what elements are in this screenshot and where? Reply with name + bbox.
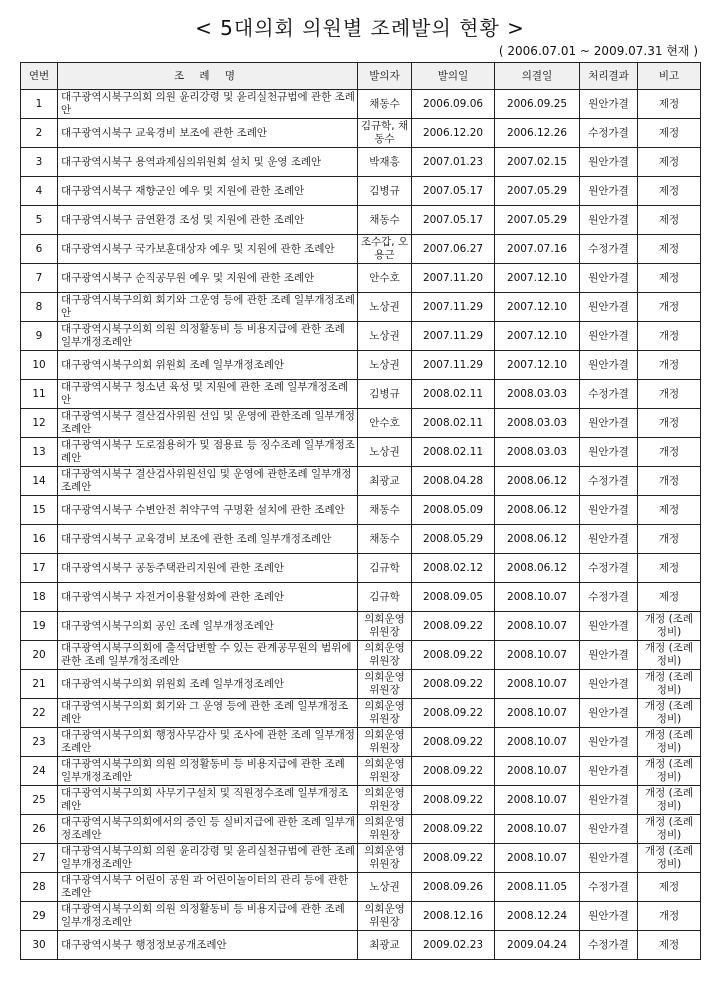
row-number-cell: 15 bbox=[21, 496, 58, 525]
resolved-date-cell: 2007.12.10 bbox=[495, 351, 580, 380]
proposer-cell: 의회운영위원장 bbox=[358, 902, 412, 931]
proposed-date-cell: 2008.02.12 bbox=[412, 554, 495, 583]
row-number-cell: 2 bbox=[21, 119, 58, 148]
proposed-date-cell: 2009.02.23 bbox=[412, 931, 495, 960]
row-number-cell: 9 bbox=[21, 322, 58, 351]
table-header-row bbox=[21, 63, 701, 90]
resolved-date-cell: 2009.04.24 bbox=[495, 931, 580, 960]
ordinance-name-cell: 대구광역시북구 국가보훈대상자 예우 및 지원에 관한 조례안 bbox=[58, 235, 358, 264]
row-number-cell: 17 bbox=[21, 554, 58, 583]
table-row bbox=[21, 177, 701, 206]
row-number-cell: 22 bbox=[21, 699, 58, 728]
result-cell: 수정가결 bbox=[580, 467, 638, 496]
table-row bbox=[21, 902, 701, 931]
row-number-cell: 24 bbox=[21, 757, 58, 786]
row-number-cell: 29 bbox=[21, 902, 58, 931]
proposed-date-cell: 2008.09.26 bbox=[412, 873, 495, 902]
note-cell: 제정 bbox=[638, 206, 701, 235]
row-number-cell: 6 bbox=[21, 235, 58, 264]
proposed-date-cell: 2006.09.06 bbox=[412, 90, 495, 119]
proposer-cell: 채동수 bbox=[358, 525, 412, 554]
row-number-cell: 5 bbox=[21, 206, 58, 235]
row-number-cell: 27 bbox=[21, 844, 58, 873]
note-cell: 제정 bbox=[638, 554, 701, 583]
proposed-date-cell: 2006.12.20 bbox=[412, 119, 495, 148]
resolved-date-cell: 2008.03.03 bbox=[495, 438, 580, 467]
ordinance-name-cell: 대구광역시북구 도로점용허가 및 점용료 등 징수조례 일부개정조례안 bbox=[58, 438, 358, 467]
resolved-date-cell: 2008.11.05 bbox=[495, 873, 580, 902]
result-cell: 원안가결 bbox=[580, 206, 638, 235]
row-number-cell: 3 bbox=[21, 148, 58, 177]
proposed-date-cell: 2008.02.11 bbox=[412, 438, 495, 467]
table-row bbox=[21, 119, 701, 148]
resolved-date-cell: 2008.10.07 bbox=[495, 728, 580, 757]
proposer-cell: 의회운영위원장 bbox=[358, 844, 412, 873]
proposer-cell: 의회운영위원장 bbox=[358, 757, 412, 786]
resolved-date-cell: 2008.06.12 bbox=[495, 496, 580, 525]
table-row bbox=[21, 815, 701, 844]
ordinance-name-cell: 대구광역시북구의회 행정사무감사 및 조사에 관한 조례 일부개정조례안 bbox=[58, 728, 358, 757]
resolved-date-cell: 2008.06.12 bbox=[495, 525, 580, 554]
note-cell: 개정 bbox=[638, 902, 701, 931]
note-cell: 개정 (조례정비) bbox=[638, 815, 701, 844]
resolved-date-cell: 2006.12.26 bbox=[495, 119, 580, 148]
header-resolved-date: 의결일 bbox=[495, 63, 580, 90]
proposed-date-cell: 2008.05.29 bbox=[412, 525, 495, 554]
proposer-cell: 최광교 bbox=[358, 931, 412, 960]
header-note: 비고 bbox=[638, 63, 701, 90]
row-number-cell: 28 bbox=[21, 873, 58, 902]
proposer-cell: 의회운영위원장 bbox=[358, 786, 412, 815]
proposed-date-cell: 2008.02.11 bbox=[412, 409, 495, 438]
note-cell: 개정 (조례정비) bbox=[638, 641, 701, 670]
as-of-date-range: ( 2006.07.01 ~ 2009.07.31 현재 ) bbox=[498, 44, 698, 58]
row-number-cell: 13 bbox=[21, 438, 58, 467]
resolved-date-cell: 2008.10.07 bbox=[495, 641, 580, 670]
proposed-date-cell: 2008.09.22 bbox=[412, 786, 495, 815]
ordinance-name-cell: 대구광역시북구의회 회기와 그운영 등에 관한 조례 일부개정조례안 bbox=[58, 293, 358, 322]
proposed-date-cell: 2008.09.22 bbox=[412, 728, 495, 757]
resolved-date-cell: 2008.10.07 bbox=[495, 786, 580, 815]
table-row bbox=[21, 264, 701, 293]
result-cell: 수정가결 bbox=[580, 380, 638, 409]
resolved-date-cell: 2008.10.07 bbox=[495, 699, 580, 728]
proposed-date-cell: 2008.09.22 bbox=[412, 844, 495, 873]
note-cell: 개정 (조례정비) bbox=[638, 699, 701, 728]
header-no: 연번 bbox=[21, 63, 58, 90]
result-cell: 원안가결 bbox=[580, 902, 638, 931]
ordinance-name-cell: 대구광역시북구의회 의원 의정활동비 등 비용지급에 관한 조례 일부개정조례안 bbox=[58, 322, 358, 351]
proposed-date-cell: 2007.01.23 bbox=[412, 148, 495, 177]
proposer-cell: 의회운영위원장 bbox=[358, 670, 412, 699]
proposer-cell: 안수호 bbox=[358, 264, 412, 293]
resolved-date-cell: 2006.09.25 bbox=[495, 90, 580, 119]
ordinance-name-cell: 대구광역시북구의회 의원 의정활동비 등 비용지급에 관한 조례 일부개정조례안 bbox=[58, 757, 358, 786]
resolved-date-cell: 2008.03.03 bbox=[495, 409, 580, 438]
note-cell: 개정 bbox=[638, 293, 701, 322]
proposed-date-cell: 2008.09.22 bbox=[412, 757, 495, 786]
resolved-date-cell: 2008.10.07 bbox=[495, 815, 580, 844]
ordinance-name-cell: 대구광역시북구의회 의원 윤리강령 및 윤리실천규범에 관한 조례안 bbox=[58, 90, 358, 119]
header-ordinance-name: 조 례 명 bbox=[58, 63, 358, 90]
ordinance-name-cell: 대구광역시북구의회 의원 의정활동비 등 비용지급에 관한 조례 일부개정조례안 bbox=[58, 902, 358, 931]
proposer-cell: 김규학 bbox=[358, 583, 412, 612]
table-body bbox=[21, 90, 701, 960]
proposer-cell: 박재흥 bbox=[358, 148, 412, 177]
ordinance-name-cell: 대구광역시북구 용역과제심의위원회 설치 및 운영 조례안 bbox=[58, 148, 358, 177]
row-number-cell: 7 bbox=[21, 264, 58, 293]
table-row bbox=[21, 351, 701, 380]
ordinance-name-cell: 대구광역시북구의회 위원회 조례 일부개정조례안 bbox=[58, 351, 358, 380]
ordinance-name-cell: 대구광역시북구 공동주택관리지원에 관한 조례안 bbox=[58, 554, 358, 583]
result-cell: 원안가결 bbox=[580, 699, 638, 728]
ordinance-name-cell: 대구광역시북구 금연환경 조성 및 지원에 관한 조례안 bbox=[58, 206, 358, 235]
resolved-date-cell: 2007.02.15 bbox=[495, 148, 580, 177]
proposer-cell: 의회운영위원장 bbox=[358, 641, 412, 670]
result-cell: 원안가결 bbox=[580, 148, 638, 177]
row-number-cell: 8 bbox=[21, 293, 58, 322]
resolved-date-cell: 2008.10.07 bbox=[495, 757, 580, 786]
table-row bbox=[21, 206, 701, 235]
proposer-cell: 노상권 bbox=[358, 351, 412, 380]
result-cell: 수정가결 bbox=[580, 119, 638, 148]
proposer-cell: 노상권 bbox=[358, 873, 412, 902]
row-number-cell: 14 bbox=[21, 467, 58, 496]
table-row bbox=[21, 525, 701, 554]
resolved-date-cell: 2007.12.10 bbox=[495, 293, 580, 322]
proposer-cell: 최광교 bbox=[358, 467, 412, 496]
proposer-cell: 노상권 bbox=[358, 293, 412, 322]
proposer-cell: 의회운영위원장 bbox=[358, 728, 412, 757]
note-cell: 제정 bbox=[638, 496, 701, 525]
table-row bbox=[21, 641, 701, 670]
result-cell: 수정가결 bbox=[580, 554, 638, 583]
table-row bbox=[21, 699, 701, 728]
result-cell: 원안가결 bbox=[580, 641, 638, 670]
note-cell: 제정 bbox=[638, 148, 701, 177]
ordinance-name-cell: 대구광역시북구 교육경비 보조에 관한 조례 일부개정조례안 bbox=[58, 525, 358, 554]
table-row bbox=[21, 438, 701, 467]
ordinance-name-cell: 대구광역시북구 행정정보공개조례안 bbox=[58, 931, 358, 960]
proposed-date-cell: 2008.09.22 bbox=[412, 699, 495, 728]
ordinance-name-cell: 대구광역시북구 순직공무원 예우 및 지원에 관한 조례안 bbox=[58, 264, 358, 293]
note-cell: 제정 bbox=[638, 235, 701, 264]
note-cell: 개정 (조례정비) bbox=[638, 757, 701, 786]
proposer-cell: 김병규 bbox=[358, 380, 412, 409]
resolved-date-cell: 2007.05.29 bbox=[495, 206, 580, 235]
proposer-cell: 채동수 bbox=[358, 496, 412, 525]
result-cell: 원안가결 bbox=[580, 438, 638, 467]
proposer-cell: 채동수 bbox=[358, 206, 412, 235]
proposer-cell: 김규학, 채동수 bbox=[358, 119, 412, 148]
proposer-cell: 의회운영위원장 bbox=[358, 699, 412, 728]
proposer-cell: 조수갑, 오용근 bbox=[358, 235, 412, 264]
table-row bbox=[21, 409, 701, 438]
resolved-date-cell: 2008.12.24 bbox=[495, 902, 580, 931]
header-result: 처리결과 bbox=[580, 63, 638, 90]
note-cell: 개정 bbox=[638, 467, 701, 496]
ordinance-name-cell: 대구광역시북구 교육경비 보조에 관한 조례안 bbox=[58, 119, 358, 148]
table-row bbox=[21, 728, 701, 757]
ordinance-name-cell: 대구광역시북구 결산검사위원선임 및 운영에 관한조례 일부개정조례안 bbox=[58, 467, 358, 496]
note-cell: 개정 bbox=[638, 380, 701, 409]
note-cell: 개정 bbox=[638, 322, 701, 351]
resolved-date-cell: 2008.03.03 bbox=[495, 380, 580, 409]
table-row bbox=[21, 757, 701, 786]
result-cell: 원안가결 bbox=[580, 525, 638, 554]
row-number-cell: 21 bbox=[21, 670, 58, 699]
resolved-date-cell: 2008.10.07 bbox=[495, 612, 580, 641]
resolved-date-cell: 2008.06.12 bbox=[495, 467, 580, 496]
result-cell: 원안가결 bbox=[580, 844, 638, 873]
table-row bbox=[21, 786, 701, 815]
ordinance-name-cell: 대구광역시북구의회 의원 윤리강령 및 윤리실천규범에 관한 조례 일부개정조례안 bbox=[58, 844, 358, 873]
note-cell: 개정 (조례정비) bbox=[638, 728, 701, 757]
proposed-date-cell: 2008.09.22 bbox=[412, 815, 495, 844]
result-cell: 원안가결 bbox=[580, 177, 638, 206]
proposed-date-cell: 2008.09.22 bbox=[412, 612, 495, 641]
note-cell: 개정 (조례정비) bbox=[638, 612, 701, 641]
result-cell: 수정가결 bbox=[580, 931, 638, 960]
ordinance-name-cell: 대구광역시북구 결산검사위원 선임 및 운영에 관한조례 일부개정조례안 bbox=[58, 409, 358, 438]
result-cell: 원안가결 bbox=[580, 757, 638, 786]
result-cell: 원안가결 bbox=[580, 786, 638, 815]
row-number-cell: 18 bbox=[21, 583, 58, 612]
ordinance-name-cell: 대구광역시북구 재향군인 예우 및 지원에 관한 조례안 bbox=[58, 177, 358, 206]
note-cell: 개정 (조례정비) bbox=[638, 786, 701, 815]
note-cell: 제정 bbox=[638, 90, 701, 119]
proposer-cell: 안수호 bbox=[358, 409, 412, 438]
resolved-date-cell: 2007.12.10 bbox=[495, 264, 580, 293]
ordinance-name-cell: 대구광역시북구의회 공인 조례 일부개정조례안 bbox=[58, 612, 358, 641]
row-number-cell: 23 bbox=[21, 728, 58, 757]
proposer-cell: 의회운영위원장 bbox=[358, 612, 412, 641]
row-number-cell: 4 bbox=[21, 177, 58, 206]
ordinance-name-cell: 대구광역시북구의회에 출석답변할 수 있는 관계공무원의 범위에 관한 조례 일부개정조례안 bbox=[58, 641, 358, 670]
result-cell: 수정가결 bbox=[580, 583, 638, 612]
table-row bbox=[21, 583, 701, 612]
result-cell: 원안가결 bbox=[580, 409, 638, 438]
ordinance-table bbox=[20, 62, 701, 960]
table-row bbox=[21, 148, 701, 177]
note-cell: 개정 (조례정비) bbox=[638, 670, 701, 699]
proposed-date-cell: 2007.11.20 bbox=[412, 264, 495, 293]
ordinance-name-cell: 대구광역시북구의회 회기와 그 운영 등에 관한 조례 일부개정조례안 bbox=[58, 699, 358, 728]
proposed-date-cell: 2007.11.29 bbox=[412, 322, 495, 351]
row-number-cell: 10 bbox=[21, 351, 58, 380]
result-cell: 원안가결 bbox=[580, 90, 638, 119]
note-cell: 제정 bbox=[638, 873, 701, 902]
table-row bbox=[21, 931, 701, 960]
result-cell: 원안가결 bbox=[580, 293, 638, 322]
result-cell: 수정가결 bbox=[580, 873, 638, 902]
row-number-cell: 16 bbox=[21, 525, 58, 554]
row-number-cell: 25 bbox=[21, 786, 58, 815]
ordinance-name-cell: 대구광역시북구의회 위원회 조례 일부개정조례안 bbox=[58, 670, 358, 699]
table-row bbox=[21, 380, 701, 409]
note-cell: 제정 bbox=[638, 264, 701, 293]
result-cell: 원안가결 bbox=[580, 670, 638, 699]
resolved-date-cell: 2007.07.16 bbox=[495, 235, 580, 264]
proposed-date-cell: 2008.04.28 bbox=[412, 467, 495, 496]
table-row bbox=[21, 670, 701, 699]
proposer-cell: 김병규 bbox=[358, 177, 412, 206]
table-row bbox=[21, 612, 701, 641]
ordinance-name-cell: 대구광역시북구 어린이 공원 과 어린이놀이터의 관리 등에 관한 조례안 bbox=[58, 873, 358, 902]
resolved-date-cell: 2008.10.07 bbox=[495, 583, 580, 612]
proposer-cell: 김규학 bbox=[358, 554, 412, 583]
ordinance-name-cell: 대구광역시북구의회 사무기구설치 및 직원정수조례 일부개정조례안 bbox=[58, 786, 358, 815]
table-row bbox=[21, 554, 701, 583]
table-row bbox=[21, 293, 701, 322]
proposed-date-cell: 2008.05.09 bbox=[412, 496, 495, 525]
result-cell: 원안가결 bbox=[580, 728, 638, 757]
note-cell: 개정 bbox=[638, 409, 701, 438]
table-row bbox=[21, 873, 701, 902]
result-cell: 원안가결 bbox=[580, 496, 638, 525]
result-cell: 원안가결 bbox=[580, 351, 638, 380]
proposer-cell: 노상권 bbox=[358, 322, 412, 351]
row-number-cell: 11 bbox=[21, 380, 58, 409]
proposer-cell: 채동수 bbox=[358, 90, 412, 119]
result-cell: 원안가결 bbox=[580, 815, 638, 844]
row-number-cell: 19 bbox=[21, 612, 58, 641]
proposed-date-cell: 2008.09.22 bbox=[412, 641, 495, 670]
proposer-cell: 노상권 bbox=[358, 438, 412, 467]
note-cell: 제정 bbox=[638, 177, 701, 206]
resolved-date-cell: 2007.05.29 bbox=[495, 177, 580, 206]
ordinance-name-cell: 대구광역시북구 청소년 육성 및 지원에 관한 조례 일부개정조례안 bbox=[58, 380, 358, 409]
result-cell: 원안가결 bbox=[580, 322, 638, 351]
ordinance-name-cell: 대구광역시북구의회에서의 증인 등 실비지급에 관한 조례 일부개정조례안 bbox=[58, 815, 358, 844]
resolved-date-cell: 2008.10.07 bbox=[495, 844, 580, 873]
proposer-cell: 의회운영위원장 bbox=[358, 815, 412, 844]
proposed-date-cell: 2007.11.29 bbox=[412, 293, 495, 322]
proposed-date-cell: 2007.05.17 bbox=[412, 206, 495, 235]
resolved-date-cell: 2008.06.12 bbox=[495, 554, 580, 583]
proposed-date-cell: 2008.02.11 bbox=[412, 380, 495, 409]
proposed-date-cell: 2008.09.22 bbox=[412, 670, 495, 699]
row-number-cell: 1 bbox=[21, 90, 58, 119]
resolved-date-cell: 2008.10.07 bbox=[495, 670, 580, 699]
table-row bbox=[21, 322, 701, 351]
table-row bbox=[21, 496, 701, 525]
row-number-cell: 26 bbox=[21, 815, 58, 844]
result-cell: 수정가결 bbox=[580, 235, 638, 264]
proposed-date-cell: 2007.06.27 bbox=[412, 235, 495, 264]
note-cell: 개정 (조례정비) bbox=[638, 844, 701, 873]
note-cell: 제정 bbox=[638, 931, 701, 960]
proposed-date-cell: 2007.11.29 bbox=[412, 351, 495, 380]
proposed-date-cell: 2008.12.16 bbox=[412, 902, 495, 931]
document-title: < 5대의회 의원별 조례발의 현황 > bbox=[195, 16, 525, 40]
result-cell: 원안가결 bbox=[580, 264, 638, 293]
row-number-cell: 20 bbox=[21, 641, 58, 670]
table-row bbox=[21, 844, 701, 873]
proposed-date-cell: 2008.09.05 bbox=[412, 583, 495, 612]
note-cell: 제정 bbox=[638, 583, 701, 612]
result-cell: 원안가결 bbox=[580, 612, 638, 641]
table-row bbox=[21, 90, 701, 119]
ordinance-name-cell: 대구광역시북구 수변안전 취약구역 구명환 설치에 관한 조례안 bbox=[58, 496, 358, 525]
note-cell: 제정 bbox=[638, 119, 701, 148]
note-cell: 개정 bbox=[638, 351, 701, 380]
proposed-date-cell: 2007.05.17 bbox=[412, 177, 495, 206]
table-row bbox=[21, 235, 701, 264]
table-row bbox=[21, 467, 701, 496]
ordinance-name-cell: 대구광역시북구 자전거이용활성화에 관한 조례안 bbox=[58, 583, 358, 612]
note-cell: 개정 bbox=[638, 438, 701, 467]
header-proposer: 발의자 bbox=[358, 63, 412, 90]
row-number-cell: 30 bbox=[21, 931, 58, 960]
row-number-cell: 12 bbox=[21, 409, 58, 438]
resolved-date-cell: 2007.12.10 bbox=[495, 322, 580, 351]
header-proposed-date: 발의일 bbox=[412, 63, 495, 90]
note-cell: 개정 bbox=[638, 525, 701, 554]
